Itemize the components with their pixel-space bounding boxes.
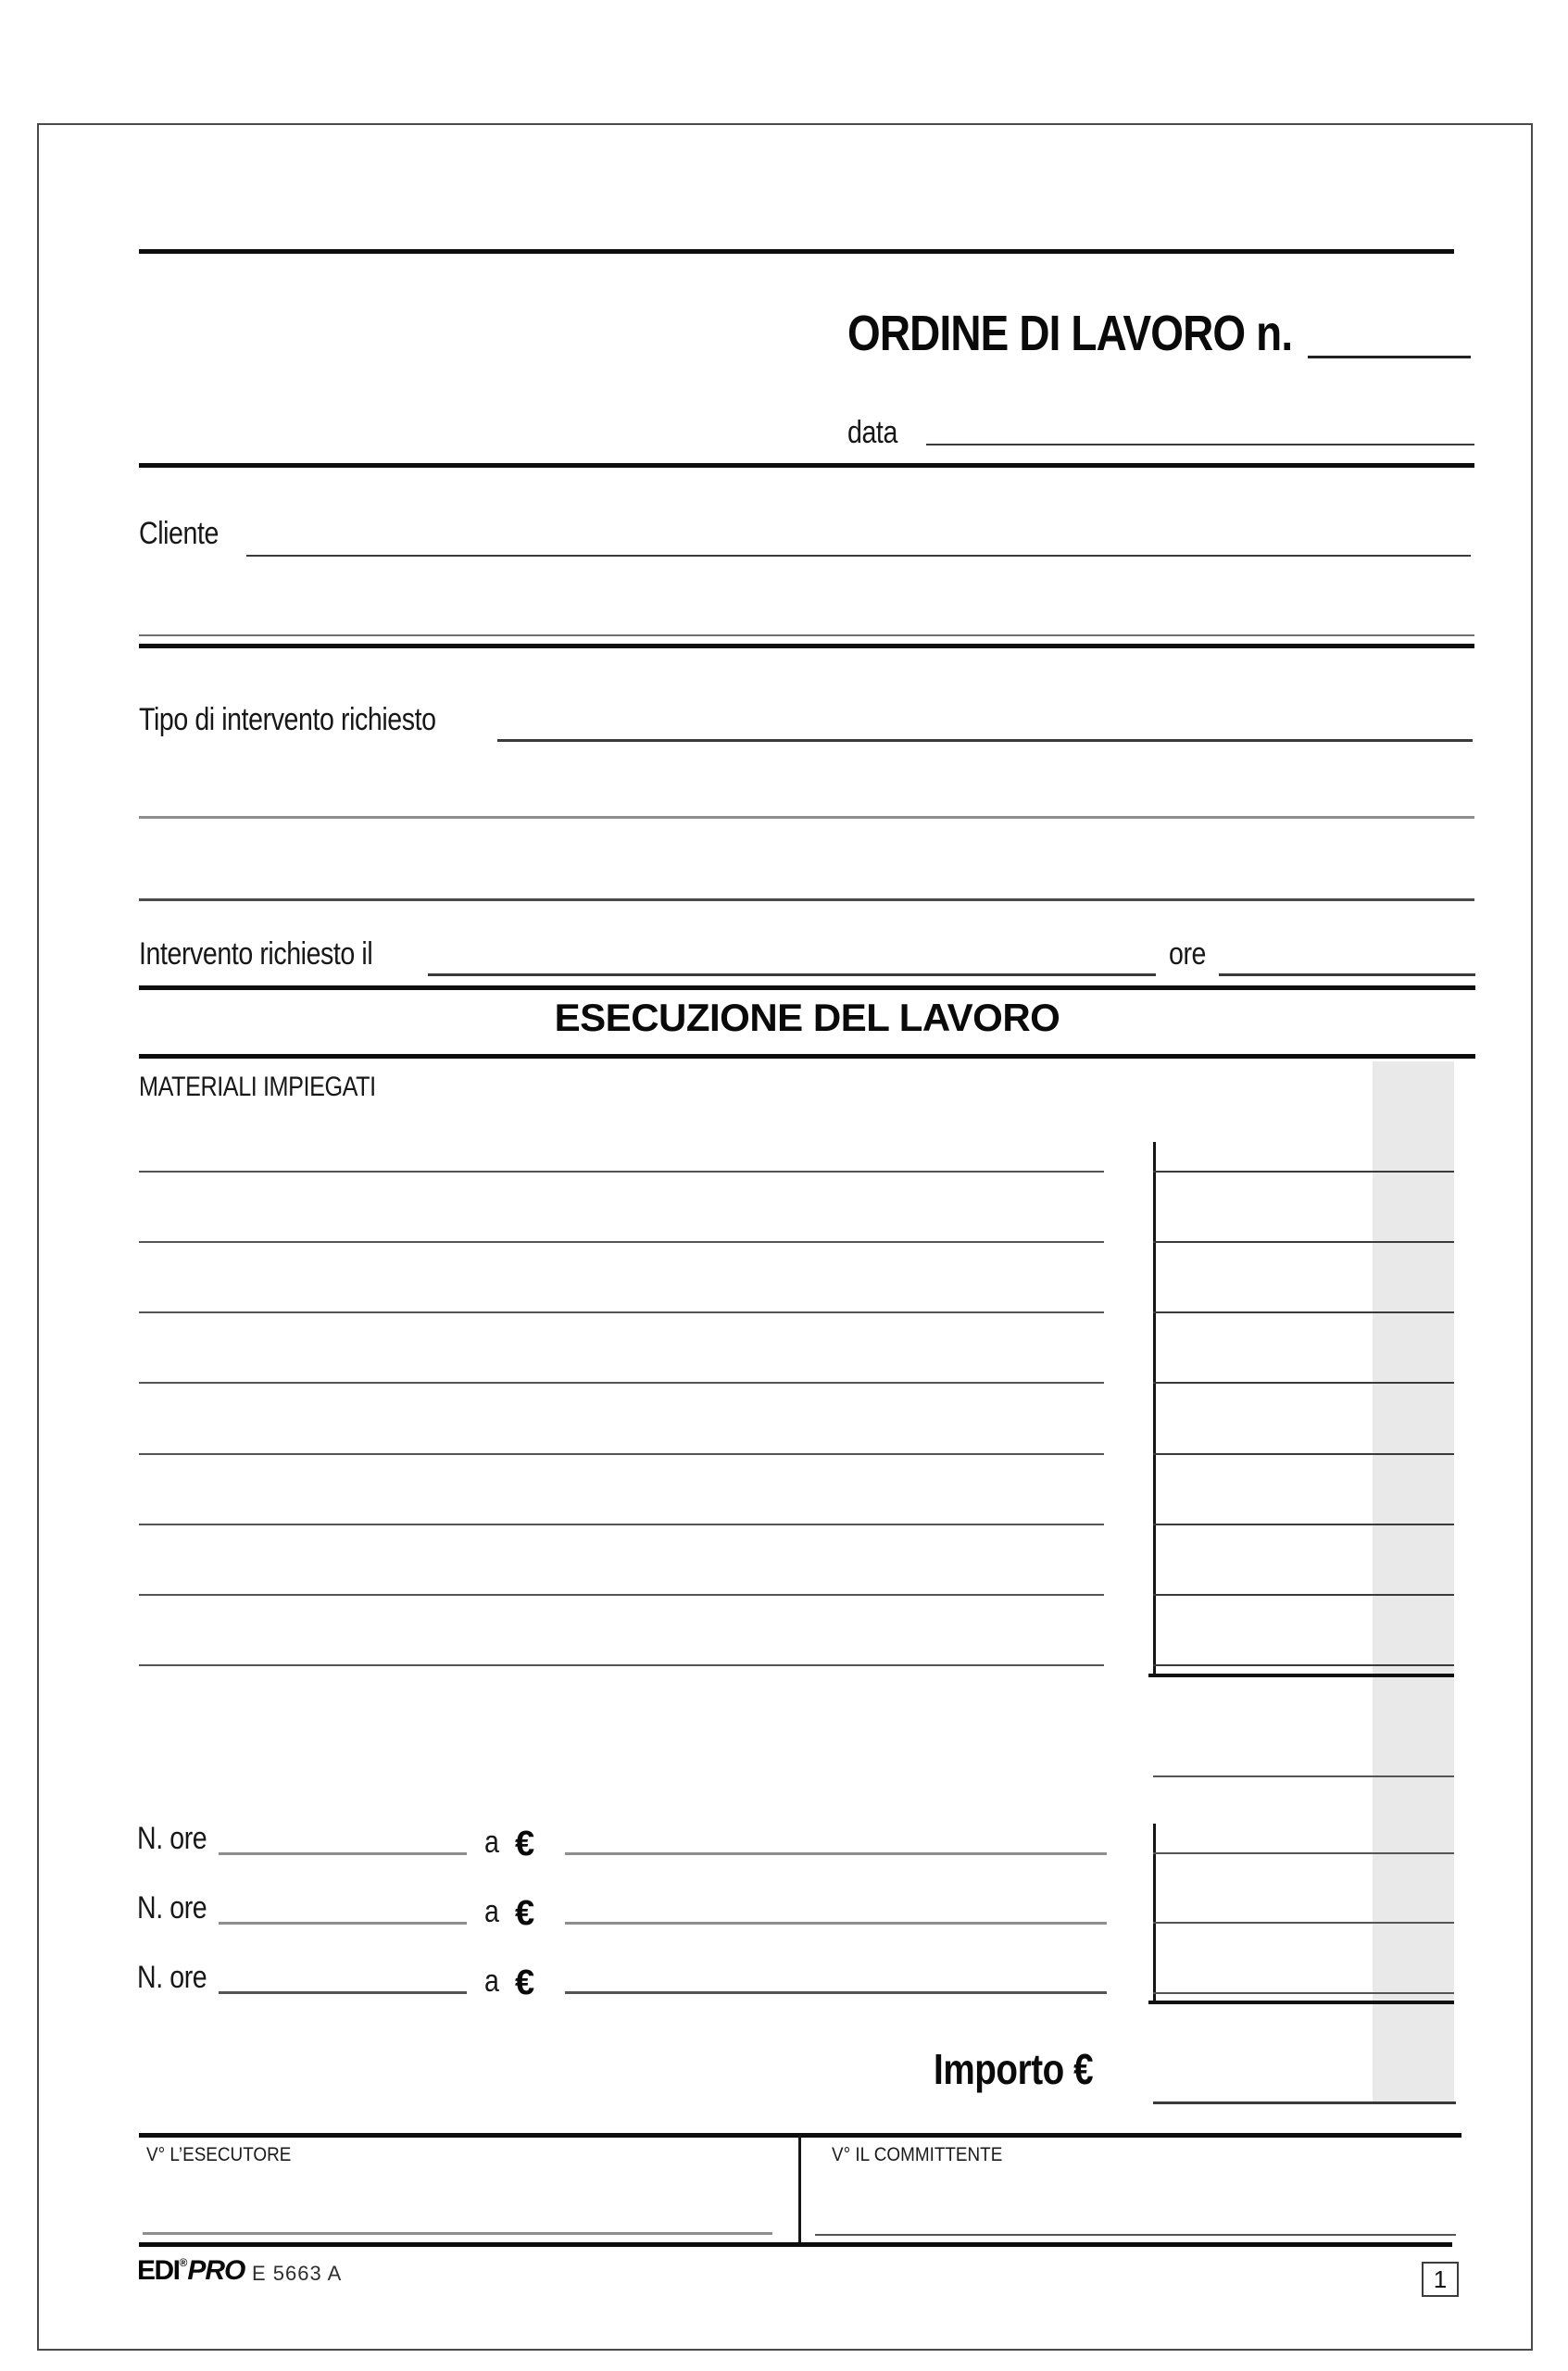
labor-amount-line[interactable]	[1153, 1922, 1454, 1924]
euro-sign: €	[515, 1825, 535, 1863]
date-field[interactable]	[926, 444, 1474, 445]
hours-label: ore	[1169, 936, 1207, 972]
material-line[interactable]	[139, 1594, 1104, 1596]
material-line[interactable]	[139, 1524, 1104, 1525]
total-label: Importo €	[934, 2045, 1094, 2093]
labor-amount-line[interactable]	[1153, 1852, 1454, 1854]
price-column-shade	[1373, 1061, 1454, 2102]
intervention-notes-line-1[interactable]	[139, 816, 1474, 819]
page-number-box	[1422, 2262, 1459, 2297]
labor-rate-field[interactable]	[565, 1852, 1107, 1855]
materials-label: MATERIALI IMPIEGATI	[139, 1072, 376, 1102]
labor-hours-field[interactable]	[219, 1991, 467, 1994]
total-amount-field[interactable]	[1153, 2101, 1456, 2104]
intervention-type-label: Tipo di intervento richiesto	[139, 702, 436, 737]
material-amount-line[interactable]	[1153, 1594, 1454, 1596]
client-field[interactable]	[246, 555, 1471, 557]
material-line[interactable]	[139, 1382, 1104, 1384]
date-label: data	[847, 415, 897, 450]
committent-signature-label: V° IL COMMITTENTE	[832, 2144, 1003, 2165]
signature-block-bottom-rule	[139, 2242, 1452, 2247]
executor-signature-field[interactable]	[143, 2232, 772, 2235]
materials-column-divider	[1153, 1142, 1156, 1676]
material-amount-line[interactable]	[1153, 1524, 1454, 1525]
page-frame	[37, 123, 1533, 2351]
labor-at-label: a	[484, 1894, 499, 1929]
page-title-text: ORDINE DI LAVORO n.	[847, 306, 1293, 361]
labor-hours-label: N. ore	[137, 1821, 207, 1856]
labor-column-divider	[1153, 1824, 1156, 2003]
intervention-notes-line-2[interactable]	[139, 898, 1474, 901]
edipro-logo: EDI®PRO	[137, 2255, 245, 2286]
material-line[interactable]	[139, 1311, 1104, 1313]
labor-at-label: a	[484, 1963, 499, 1999]
material-amount-line[interactable]	[1153, 1241, 1454, 1243]
labor-hours-label: N. ore	[137, 1960, 207, 1995]
executor-signature-label: V° L’ESECUTORE	[146, 2144, 292, 2165]
client-section-rule	[139, 644, 1474, 648]
labor-hours-field[interactable]	[219, 1922, 467, 1925]
section-title: ESECUZIONE DEL LAVORO	[554, 996, 1060, 1039]
labor-amount-line[interactable]	[1153, 1992, 1454, 1994]
intervention-date-field[interactable]	[428, 973, 1156, 976]
page-title	[847, 306, 1371, 361]
top-rule	[139, 249, 1454, 254]
material-amount-line[interactable]	[1153, 1311, 1454, 1313]
labor-rate-field[interactable]	[565, 1922, 1107, 1925]
committent-signature-field[interactable]	[815, 2234, 1456, 2236]
materials-table-bottom-rule	[1148, 1674, 1454, 1677]
section-rule-bottom	[139, 1054, 1475, 1059]
page-number: 1	[1433, 2265, 1448, 2293]
labor-at-label: a	[484, 1825, 499, 1860]
labor-rate-field[interactable]	[565, 1991, 1107, 1994]
intervention-type-field[interactable]	[497, 739, 1473, 742]
material-line[interactable]	[139, 1664, 1104, 1666]
material-line[interactable]	[139, 1241, 1104, 1243]
material-amount-line[interactable]	[1153, 1382, 1454, 1384]
material-amount-line[interactable]	[1153, 1171, 1454, 1173]
material-line[interactable]	[139, 1171, 1104, 1173]
product-code: E 5663 A	[252, 2262, 343, 2285]
client-section-thin-rule	[139, 634, 1474, 636]
labor-hours-field[interactable]	[219, 1852, 467, 1855]
labor-hours-label: N. ore	[137, 1890, 207, 1926]
signature-divider	[798, 2135, 801, 2244]
subtotal-amount-line[interactable]	[1153, 1775, 1454, 1777]
euro-sign: €	[515, 1963, 535, 2002]
order-number-field[interactable]	[1308, 356, 1471, 358]
euro-sign: €	[515, 1894, 535, 1933]
intervention-date-label: Intervento richiesto il	[139, 936, 373, 972]
client-label: Cliente	[139, 516, 219, 551]
material-amount-line[interactable]	[1153, 1453, 1454, 1455]
material-amount-line[interactable]	[1153, 1664, 1454, 1666]
labor-table-bottom-rule	[1148, 2001, 1454, 2004]
section-rule-top	[139, 985, 1475, 990]
euro-sign: €	[1073, 2045, 1094, 2093]
material-line[interactable]	[139, 1453, 1104, 1455]
header-bottom-rule	[139, 463, 1474, 468]
hours-field[interactable]	[1219, 973, 1475, 976]
registered-mark-icon: ®	[179, 2256, 188, 2269]
